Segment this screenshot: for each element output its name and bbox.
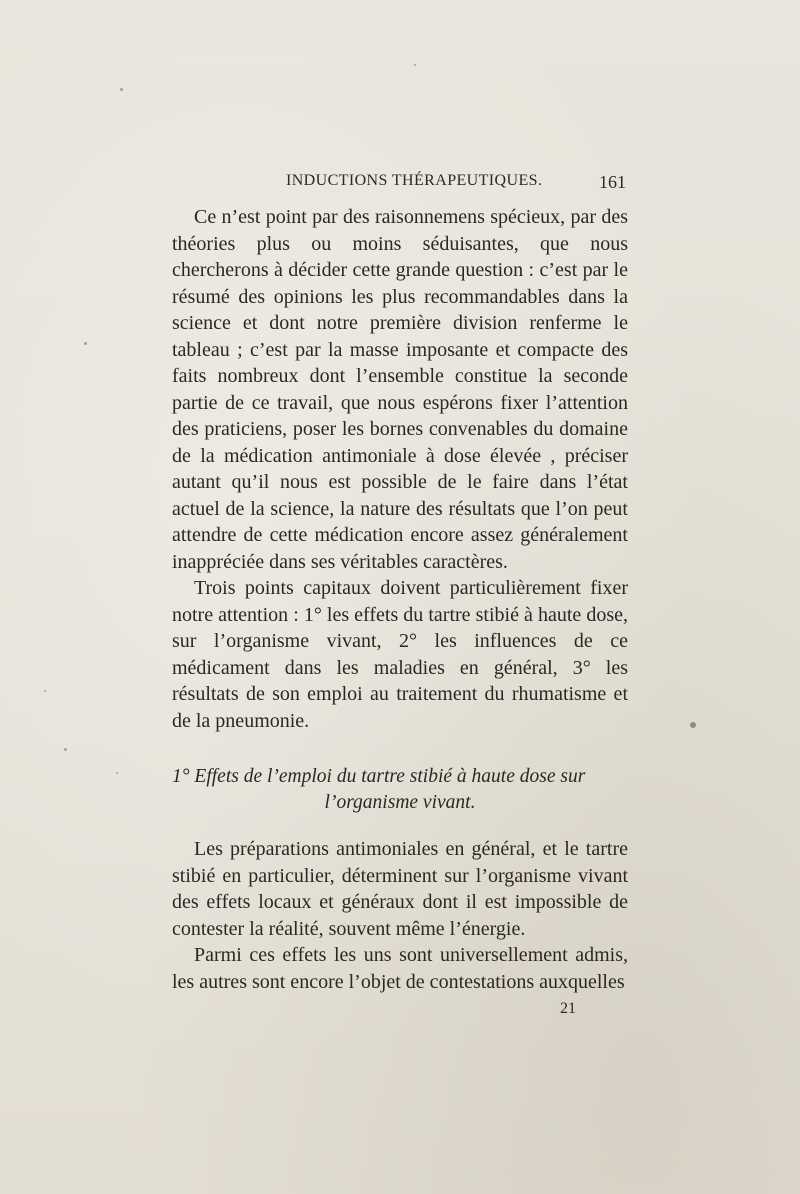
- running-title: INDUCTIONS THÉRAPEUTIQUES.: [286, 172, 543, 189]
- paragraph-effects: Parmi ces effets les uns sont universellement admis, les autres sont encore l’objet de contestations auxquelles: [172, 944, 628, 993]
- paper-speck: [84, 342, 87, 345]
- page-header: [286, 172, 626, 196]
- paper-speck: [116, 772, 118, 774]
- paper-speck: [64, 748, 67, 751]
- signature-mark: 21: [560, 1000, 576, 1017]
- paragraph-preparations: Les préparations antimoniales en général, et le tartre stibié en particulier, déterminent sur l’organisme vivant des effets locaux et généraux dont il est impossible de contester la réalité, souvent même l’énergie.: [172, 838, 628, 940]
- main-text: [172, 204, 628, 995]
- section-heading-line-1: 1° Effets de l’emploi du tartre stibié à haute dose sur: [172, 766, 586, 787]
- page-number: 161: [599, 172, 626, 192]
- section-heading: [172, 764, 628, 816]
- paragraph-three-points: Trois points capitaux doivent particulièrement fixer notre attention : 1° les effets du tartre stibié à haute dose, sur l’organisme vivant, 2° les influences de ce médicament dans les maladies en général, 3° les résultats de son emploi au traitement du rhumatisme et de la pneumonie.: [172, 577, 628, 732]
- spacer: [172, 822, 628, 836]
- paper-speck: [120, 88, 123, 91]
- paper-speck: [414, 64, 416, 66]
- section-heading-line-2: l’organisme vivant.: [324, 792, 476, 813]
- paper-speck: [44, 690, 46, 692]
- paragraph-intro: Ce n’est point par des raisonnemens spécieux, par des théories plus ou moins séduisantes, que nous chercherons à décider cette grande question : c’est par le résumé des opinions les plus recommandables dans la science et dont notre première division renferme le tableau ; c’est par la masse imposante et compacte des faits nombreux dont l’ensemble constitue la seconde partie de ce travail, que nous espérons fixer l’attention des praticiens, poser les bornes convenables du domaine de la médication antimoniale à dose élevée , préciser autant qu’il nous est possible de le faire dans l’état actuel de la science, la nature des résultats que l’on peut attendre de cette médication encore assez généralement inappréciée dans ses véritables caractères.: [172, 206, 628, 573]
- paper-speck: [690, 722, 696, 728]
